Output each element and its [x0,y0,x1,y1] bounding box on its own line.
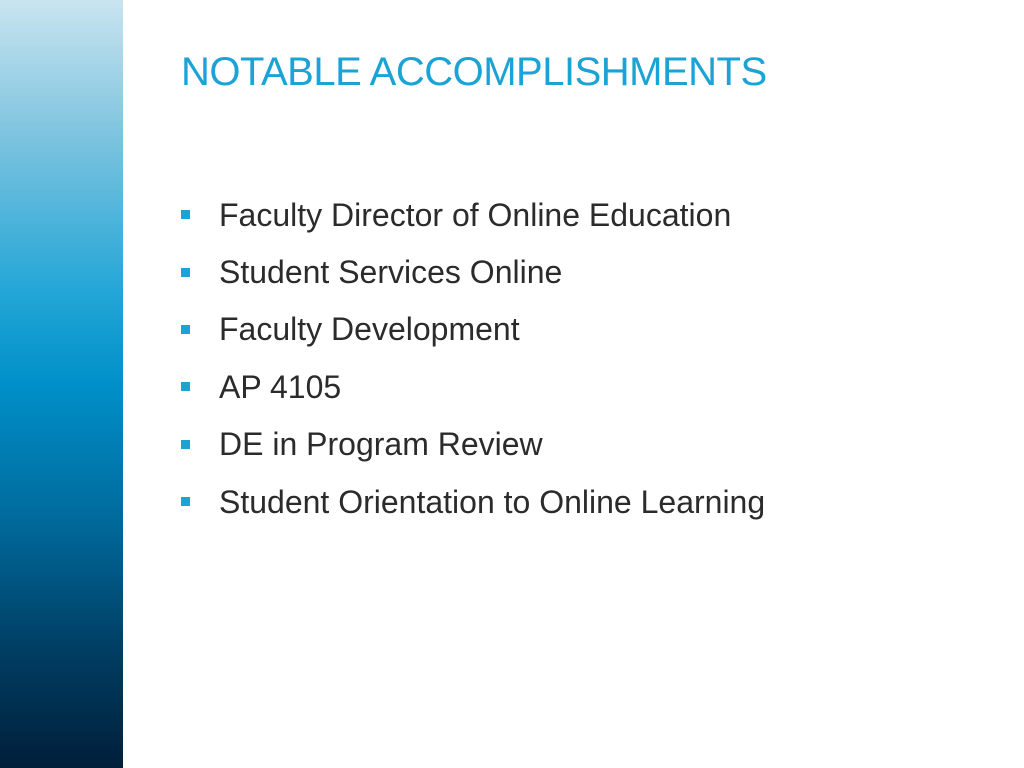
bullet-text: Faculty Director of Online Education [219,196,732,233]
list-item [181,362,765,419]
square-bullet-icon [181,268,190,277]
bullet-text: Student Orientation to Online Learning [219,483,766,520]
square-bullet-icon [181,210,190,219]
bullet-list [181,190,765,534]
list-item [181,305,765,362]
bullet-text: DE in Program Review [219,426,543,463]
bullet-text: Faculty Development [219,311,520,348]
decorative-side-band [0,0,123,768]
list-item [181,477,765,534]
bullet-text: Student Services Online [219,254,563,291]
square-bullet-icon [181,382,190,391]
slide-title: NOTABLE ACCOMPLISHMENTS [181,50,767,94]
list-item [181,247,765,304]
square-bullet-icon [181,325,190,334]
list-item [181,420,765,477]
square-bullet-icon [181,440,190,449]
bullet-text: AP 4105 [219,368,342,405]
list-item [181,190,765,247]
square-bullet-icon [181,497,190,506]
